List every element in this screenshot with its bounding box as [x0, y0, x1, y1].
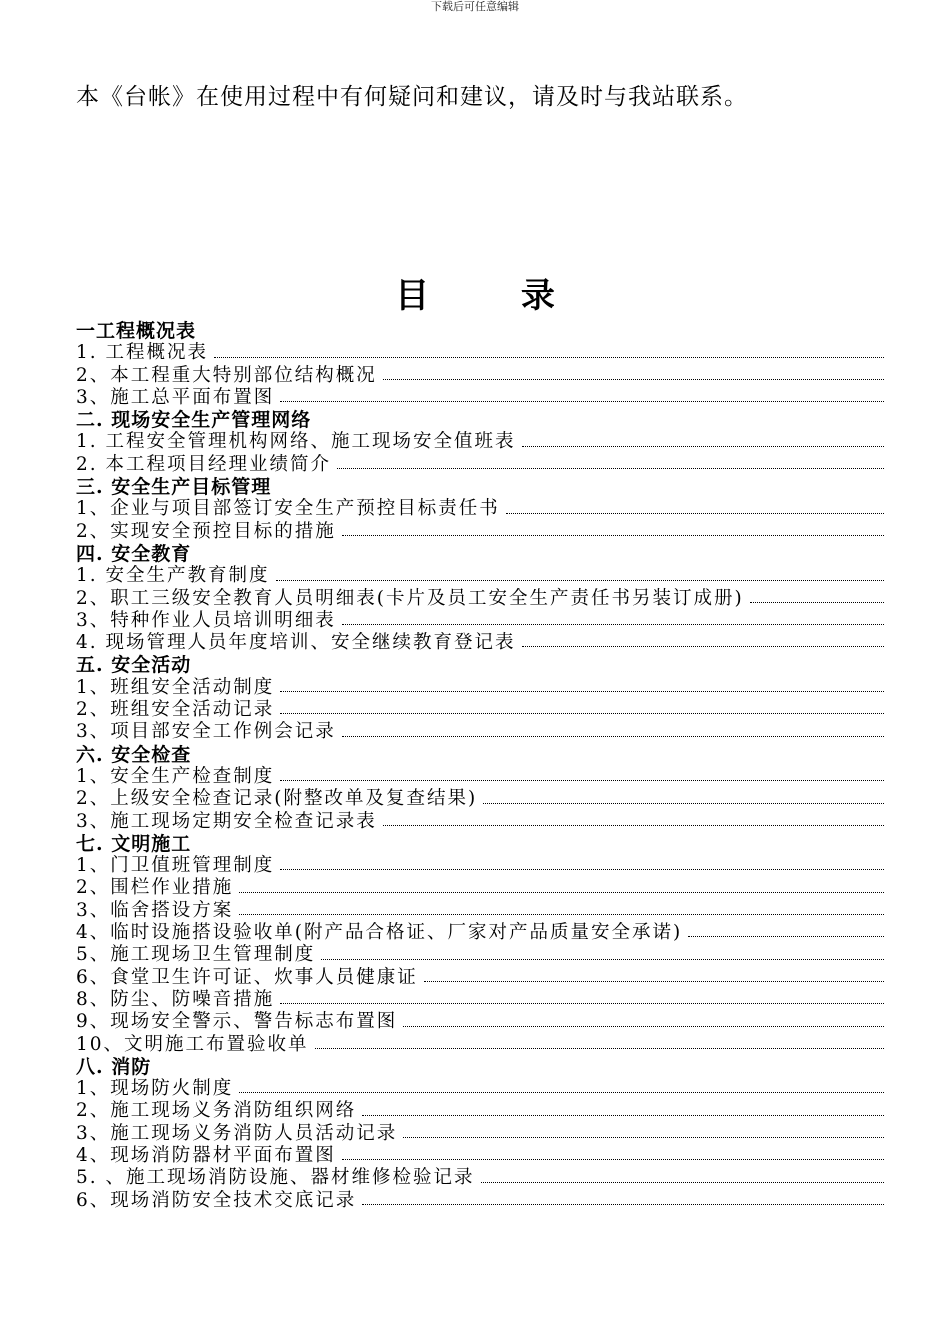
toc-entry-label: 1、企业与项目部签订安全生产预控目标责任书 [76, 498, 500, 520]
toc-entry-label: 3、特种作业人员培训明细表 [76, 609, 336, 631]
toc-entry [76, 454, 884, 476]
toc-entry-label: 10、文明施工布置验收单 [76, 1033, 309, 1055]
toc-entry-label: 5. 、施工现场消防设施、器材维修检验记录 [76, 1167, 475, 1189]
toc-entry [76, 699, 884, 721]
toc-dot-leader [383, 825, 884, 826]
toc-entry [76, 521, 884, 543]
toc-section-label: 五. 安全活动 [76, 654, 192, 677]
toc-dot-leader [280, 780, 884, 781]
toc-entry-label: 1、安全生产检查制度 [76, 765, 275, 787]
toc-dot-leader [403, 1137, 884, 1138]
toc-dot-leader [214, 357, 884, 358]
toc-entry [76, 788, 884, 810]
toc-entry-label: 3、施工总平面布置图 [76, 386, 275, 408]
toc-dot-leader [403, 1026, 884, 1027]
toc-dot-leader [383, 379, 884, 380]
toc-entry [76, 588, 884, 610]
toc-dot-leader [522, 446, 884, 447]
toc-entry-label: 3、施工现场定期安全检查记录表 [76, 810, 377, 832]
toc-dot-leader [276, 580, 884, 581]
toc-entry-label: 5、施工现场卫生管理制度 [76, 944, 316, 966]
toc-dot-leader [481, 1182, 884, 1183]
toc-entry-label: 9、现场安全警示、警告标志布置图 [76, 1011, 398, 1033]
toc-entry [76, 877, 884, 899]
toc-entry-label: 2、班组安全活动记录 [76, 699, 275, 721]
toc-entry-label: 2、职工三级安全教育人员明细表(卡片及员工安全生产责任书另装订成册) [76, 587, 744, 609]
toc-entry [76, 565, 884, 587]
toc-dot-leader [315, 1048, 884, 1049]
toc-section-heading [76, 409, 884, 431]
toc-section-heading [76, 744, 884, 766]
toc-entry-label: 8、防尘、防噪音措施 [76, 988, 275, 1010]
toc-entry-label: 3、项目部安全工作例会记录 [76, 721, 336, 743]
toc-entry [76, 922, 884, 944]
toc-entry-label: 2、本工程重大特别部位结构概况 [76, 364, 377, 386]
toc-entry-label: 2. 本工程项目经理业绩简介 [76, 453, 332, 475]
toc-dot-leader [342, 1159, 884, 1160]
toc-dot-leader [239, 914, 884, 915]
toc-entry-label: 3、临舍搭设方案 [76, 899, 234, 921]
toc-section-heading [76, 1056, 884, 1078]
toc-entry-label: 1、现场防火制度 [76, 1078, 234, 1100]
toc-entry-label: 2、围栏作业措施 [76, 877, 234, 899]
toc-dot-leader [522, 646, 884, 647]
toc-entry [76, 989, 884, 1011]
toc-entry [76, 498, 884, 520]
toc-dot-leader [321, 959, 884, 960]
toc-entry-label: 1. 安全生产教育制度 [76, 565, 270, 587]
toc-entry [76, 811, 884, 833]
toc-entry [76, 766, 884, 788]
toc-section-label: 三. 安全生产目标管理 [76, 476, 272, 499]
toc-dot-leader [342, 736, 884, 737]
toc-section-heading [76, 476, 884, 498]
toc-dot-leader [362, 1115, 884, 1116]
toc-entry [76, 1034, 884, 1056]
toc-entry-label: 1. 工程安全管理机构网络、施工现场安全值班表 [76, 431, 516, 453]
toc-section-heading [76, 833, 884, 855]
toc-entry [76, 1123, 884, 1145]
toc-entry-label: 2、实现安全预控目标的措施 [76, 520, 336, 542]
toc-entry [76, 1167, 884, 1189]
toc-dot-leader [337, 468, 884, 469]
toc-entry [76, 1145, 884, 1167]
toc-entry [76, 944, 884, 966]
toc-dot-leader [280, 1003, 884, 1004]
toc-dot-leader [362, 1204, 884, 1205]
toc-entry [76, 387, 884, 409]
toc-entry [76, 1100, 884, 1122]
toc-dot-leader [483, 803, 884, 804]
toc-dot-leader [688, 936, 884, 937]
toc-title: 目 录 [395, 276, 595, 316]
toc-entry-label: 4、现场消防器材平面布置图 [76, 1144, 336, 1166]
intro-paragraph: 本《台帐》在使用过程中有何疑问和建议，请及时与我站联系。 [76, 84, 748, 110]
toc-section-heading [76, 654, 884, 676]
toc-section-heading [76, 543, 884, 565]
toc-entry [76, 632, 884, 654]
toc-dot-leader [280, 713, 884, 714]
toc-dot-leader [239, 1092, 884, 1093]
toc-entry [76, 1190, 884, 1212]
toc-dot-leader [280, 401, 884, 402]
toc-section-heading [76, 320, 884, 342]
toc-entry [76, 967, 884, 989]
toc-entry [76, 1011, 884, 1033]
toc-entry [76, 721, 884, 743]
toc-entry [76, 365, 884, 387]
toc-dot-leader [750, 602, 884, 603]
toc-entry-label: 1、门卫值班管理制度 [76, 855, 275, 877]
toc-entry-label: 1. 工程概况表 [76, 342, 209, 364]
toc-section-label: 四. 安全教育 [76, 542, 192, 565]
toc-entry-label: 3、施工现场义务消防人员活动记录 [76, 1122, 398, 1144]
toc-dot-leader [342, 535, 884, 536]
toc-entry [76, 342, 884, 364]
toc-dot-leader [506, 513, 884, 514]
toc-dot-leader [342, 624, 884, 625]
toc-entry [76, 677, 884, 699]
toc-dot-leader [280, 869, 884, 870]
toc-entry-label: 4、临时设施搭设验收单(附产品合格证、厂家对产品质量安全承诺) [76, 922, 683, 944]
toc-dot-leader [424, 981, 884, 982]
toc-section-label: 一工程概况表 [76, 320, 197, 342]
toc-entry-label: 1、班组安全活动制度 [76, 676, 275, 698]
toc-entry [76, 431, 884, 453]
toc-entry-label: 2、施工现场义务消防组织网络 [76, 1100, 357, 1122]
toc-dot-leader [280, 691, 884, 692]
toc-entry-label: 6、现场消防安全技术交底记录 [76, 1189, 357, 1211]
toc-section-label: 八. 消防 [76, 1055, 152, 1078]
toc-entry-label: 6、食堂卫生许可证、炊事人员健康证 [76, 966, 418, 988]
toc-section-label: 二. 现场安全生产管理网络 [76, 409, 312, 432]
toc-dot-leader [239, 892, 884, 893]
toc-entry [76, 610, 884, 632]
toc-entry [76, 1078, 884, 1100]
toc-entry-label: 4. 现场管理人员年度培训、安全继续教育登记表 [76, 632, 516, 654]
toc-entry [76, 855, 884, 877]
page-header-note: 下载后可任意编辑 [431, 0, 519, 13]
toc-entry [76, 900, 884, 922]
toc-section-label: 六. 安全检查 [76, 743, 192, 766]
table-of-contents [76, 320, 884, 1212]
toc-section-label: 七. 文明施工 [76, 832, 192, 855]
toc-entry-label: 2、上级安全检查记录(附整改单及复查结果) [76, 788, 478, 810]
